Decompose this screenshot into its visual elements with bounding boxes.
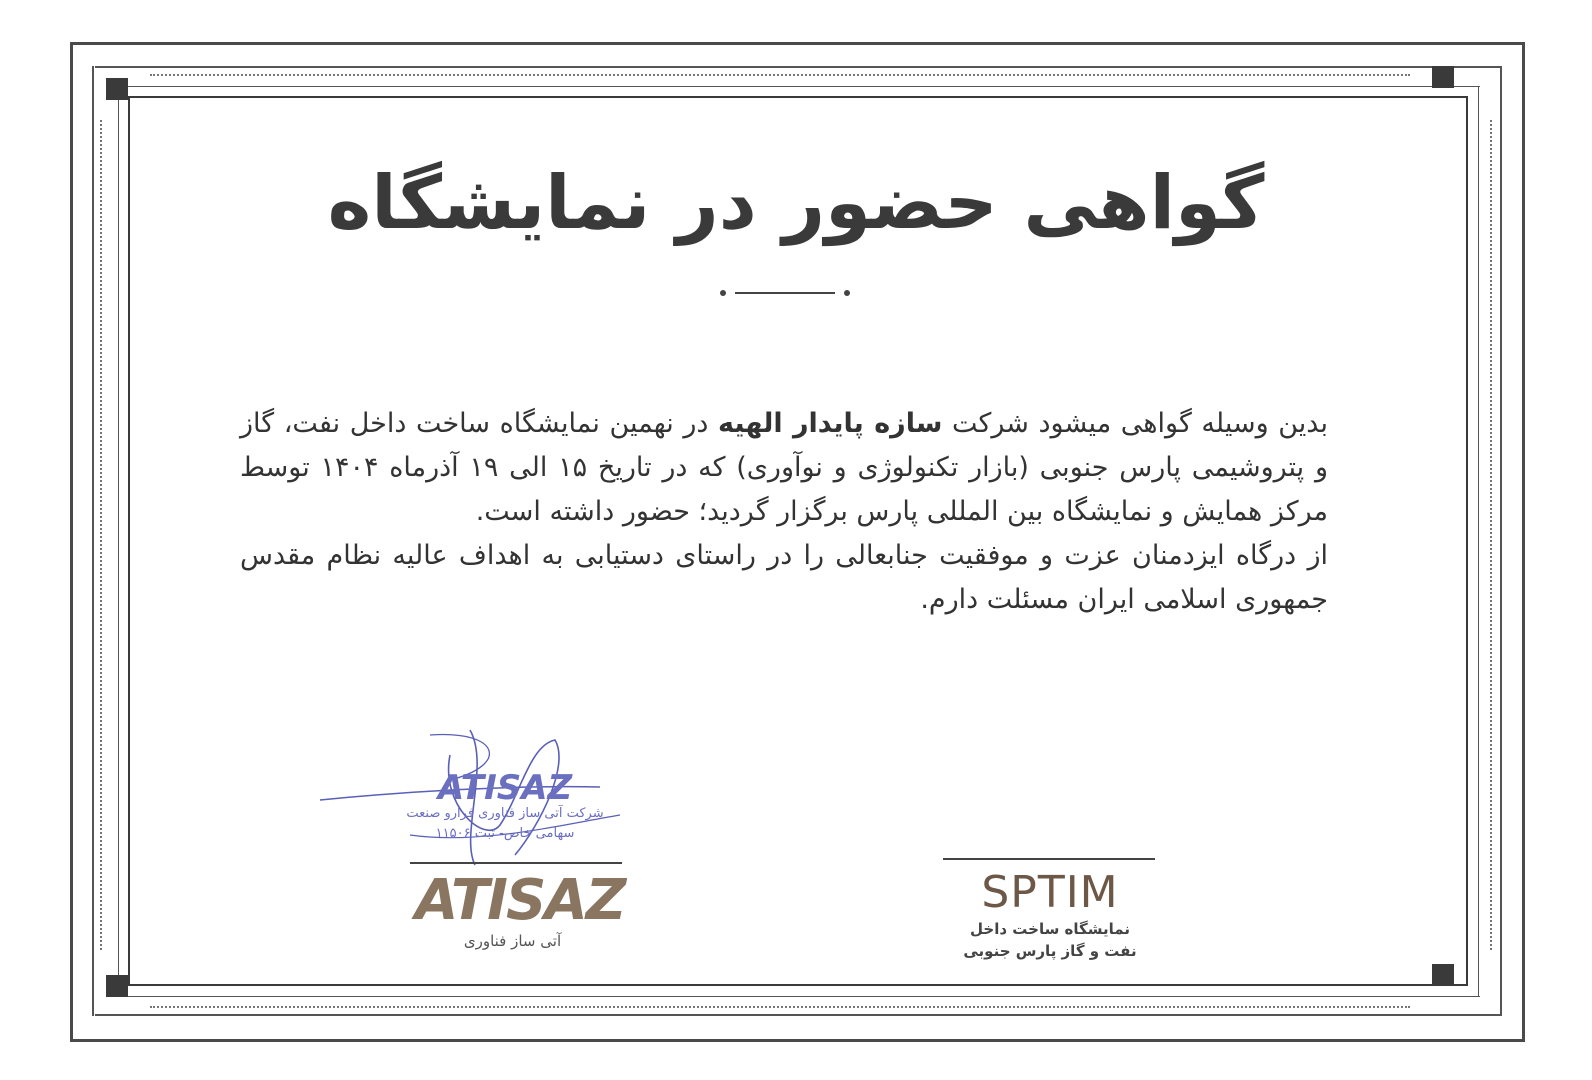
closing-paragraph: از درگاه ایزدمنان عزت و موفقیت جنابعالی را در راستای دستیابی به اهداف عالیه نظام مقدس جمهوری اسلامی ایران مسئلت دارم.	[240, 540, 1328, 615]
atisaz-logo-caption: آتی ساز فناوری	[463, 932, 562, 950]
inner-border-echo-top	[116, 86, 1480, 87]
corner-square-bottom-right	[1432, 964, 1454, 986]
top-dotted-border	[150, 74, 1410, 76]
sptim-caption-line-1: نمایشگاه ساخت داخل	[970, 920, 1130, 938]
inner-border-echo-bottom	[116, 996, 1480, 997]
stamp-line-2: سهامی خاص- ثبت ۱۱۵۰۶	[435, 826, 575, 841]
body-paragraph	[240, 402, 1328, 534]
signature-line-left	[410, 862, 622, 864]
body-middle: در نهمین نمایشگاه ساخت داخل نفت، گاز و پتروشیمی پارس جنوبی (بازار تکنولوژی و نوآوری) که در تاریخ ۱۵ الی ۱۹ آذرماه ۱۴۰۴ توسط مرکز همایش و نمایشگاه بین المللی پارس برگزار گردید؛ حضور داشته است.	[240, 408, 1328, 527]
sptim-caption-line-2: نفت و گاز پارس جنوبی	[963, 942, 1137, 960]
sptim-logo-mark: SPTIM	[981, 867, 1119, 918]
certificate-title: گواهی حضور در نمایشگاه	[327, 160, 1265, 246]
signature-line-right	[943, 858, 1155, 860]
company-name: سازه پایدار الهیه	[717, 408, 943, 439]
atisaz-logo-mark: ATISAZ	[415, 868, 625, 933]
bottom-inner-line	[95, 1014, 1500, 1016]
corner-square-bottom-left	[106, 975, 128, 997]
corner-square-top-right	[1432, 66, 1454, 88]
bottom-dotted-border	[150, 1006, 1410, 1008]
certificate-body	[240, 402, 1328, 622]
stamp-line-1: شرکت آتی ساز فناوری فرارو صنعت	[406, 806, 604, 821]
title-divider	[720, 290, 850, 296]
atisaz-logo	[415, 868, 625, 950]
corner-square-top-left	[106, 78, 128, 100]
sptim-logo	[955, 868, 1145, 962]
body-prefix: بدین وسیله گواهی میشود شرکت	[942, 408, 1328, 439]
top-inner-line	[95, 66, 1500, 68]
stamp-brand: ATISAZ	[437, 768, 573, 808]
